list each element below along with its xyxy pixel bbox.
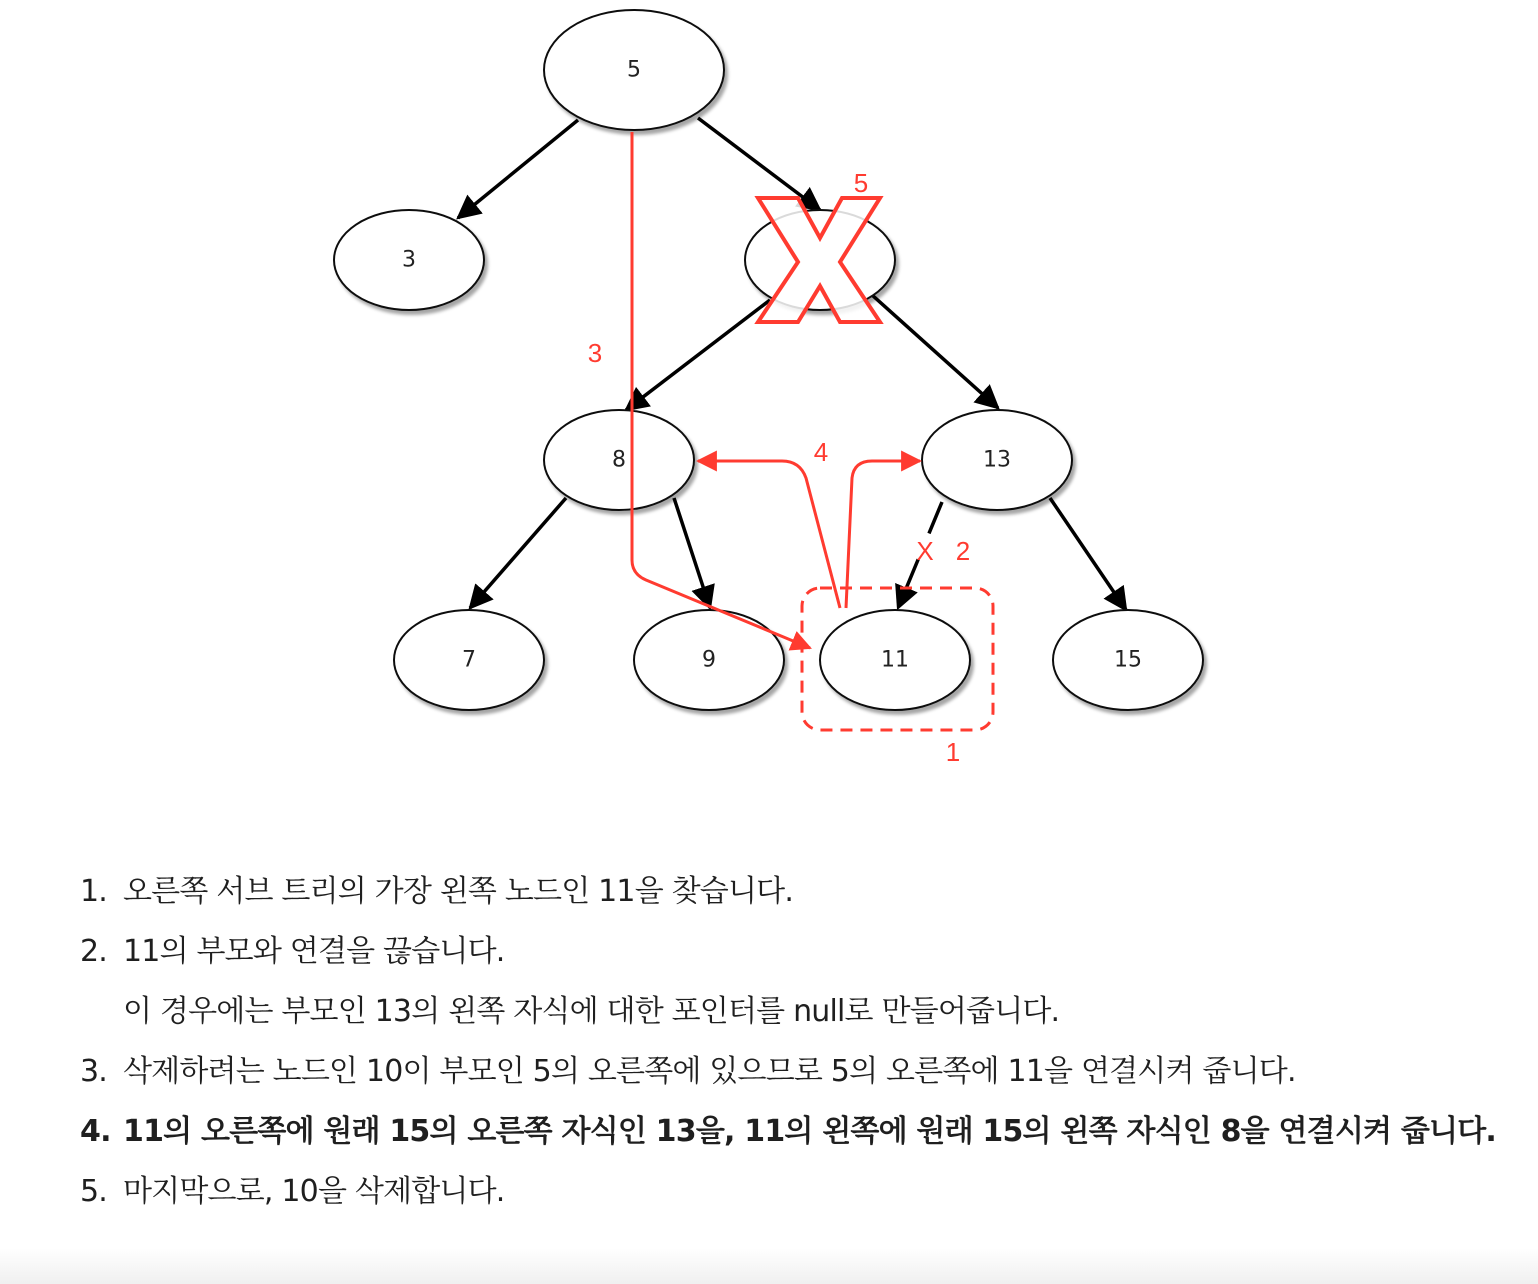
node-label-11: 11 (881, 647, 909, 673)
node-label-8: 8 (612, 447, 626, 473)
step-number: 1. (80, 874, 108, 909)
annotation-step1: 1 (945, 737, 961, 767)
node-label-13: 13 (983, 447, 1011, 473)
step-text: 11의 오른쪽에 원래 15의 오른쪽 자식인 13을, 11의 왼쪽에 원래 15의 왼쪽 자식인 8을 연결시켜 줍니다. (123, 1114, 1496, 1149)
step-item-3 (80, 1042, 1500, 1102)
edge-13-15 (1050, 498, 1126, 610)
tree-nodes (334, 10, 1203, 710)
step-text: 삭제하려는 노드인 10이 부모인 5의 오른쪽에 있으므로 5의 오른쪽에 11을 연결시켜 줍니다. (123, 1054, 1296, 1089)
edge-8-9 (674, 498, 710, 608)
annotation-step2-cut: X (916, 536, 934, 566)
step-text: 11의 부모와 연결을 끊습니다. (123, 934, 505, 969)
deletion-steps-list (80, 862, 1500, 1222)
annotation-step3: 3 (587, 338, 603, 368)
step-item-5 (80, 1162, 1500, 1222)
node-label-15: 15 (1114, 647, 1142, 673)
step-number: 5. (80, 1174, 108, 1209)
node-label-3: 3 (402, 247, 416, 273)
node-label-9: 9 (702, 647, 716, 673)
node-label-7: 7 (462, 647, 476, 673)
step-number: 3. (80, 1054, 108, 1089)
edge-10-13 (862, 286, 998, 408)
annotation-step4: 4 (813, 437, 829, 467)
step-number: 2. (80, 934, 108, 969)
node-label-5: 5 (627, 57, 641, 83)
step-text: 마지막으로, 10을 삭제합니다. (123, 1174, 505, 1209)
bottom-fade (0, 1248, 1538, 1284)
step-note: 이 경우에는 부모인 13의 왼쪽 자식에 대한 포인터를 null로 만들어줍니다. (123, 994, 1060, 1029)
tree-edges (458, 118, 1126, 610)
step-item-1 (80, 862, 1500, 922)
edge-8-7 (470, 498, 566, 608)
step-item-4 (80, 1102, 1500, 1162)
edge-5-3 (458, 120, 578, 218)
step-number: 4. (80, 1114, 111, 1149)
step-text: 오른쪽 서브 트리의 가장 왼쪽 노드인 11을 찾습니다. (123, 874, 794, 909)
annotation-step2: 2 (955, 536, 971, 566)
step-item-2 (80, 922, 1500, 1042)
step4-arrow-11-to-8 (698, 461, 840, 608)
annotation-step5: 5 (853, 168, 869, 198)
edge-10-8 (626, 300, 770, 410)
